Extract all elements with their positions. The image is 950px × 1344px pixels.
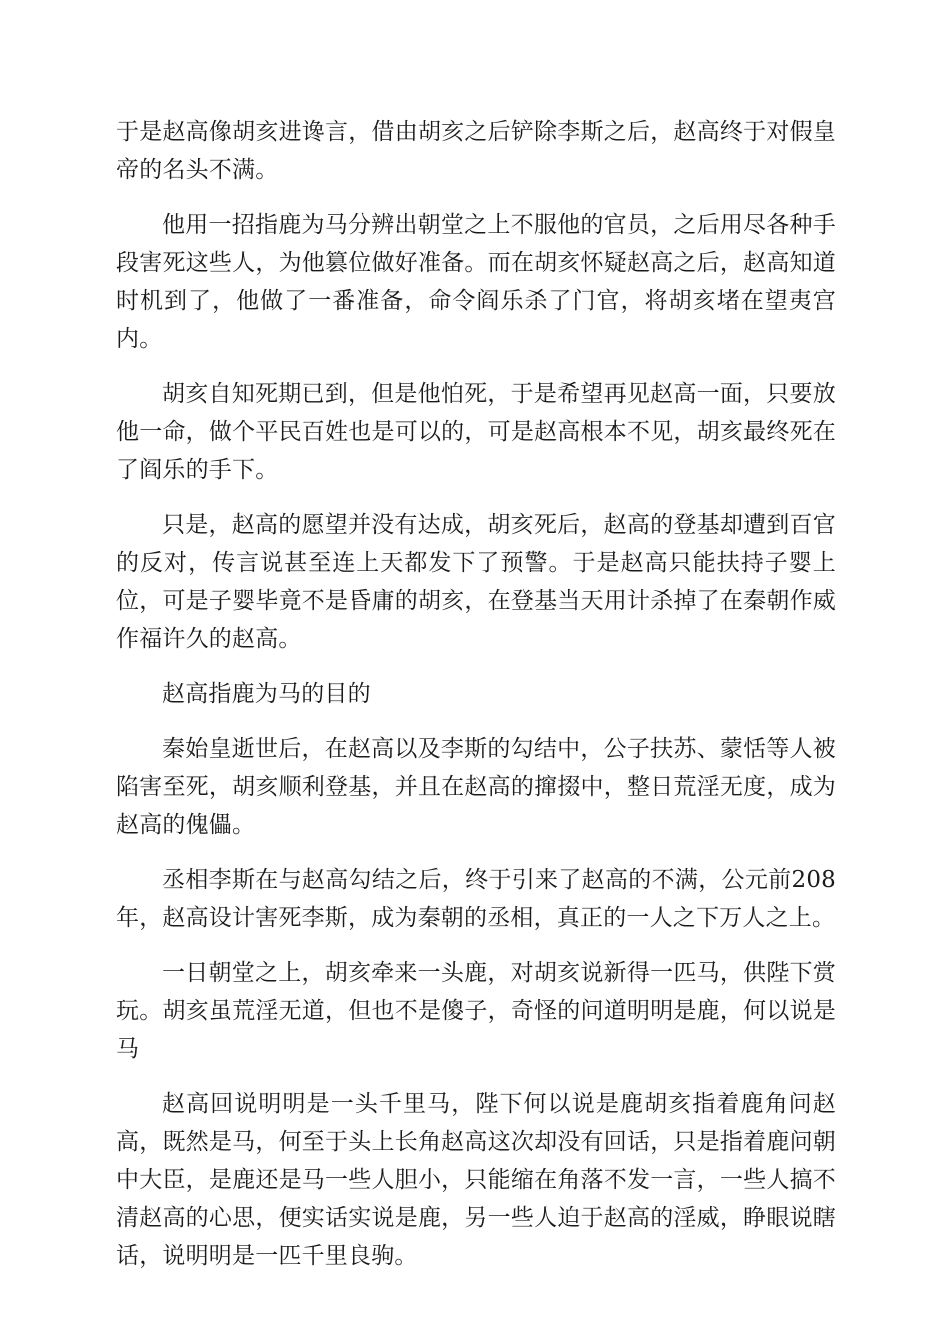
paragraph-5: 秦始皇逝世后，在赵高以及李斯的勾结中，公子扶苏、蒙恬等人被陷害至死，胡亥顺利登基，并且在赵高的撺掇中，整日荒淫无度，成为赵高的傀儡。 [116,736,836,838]
document-body [116,113,836,1292]
section-heading: 赵高指鹿为马的目的 [162,681,371,707]
paragraph-7: 一日朝堂之上，胡亥牵来一头鹿，对胡亥说新得一匹马，供陛下赏玩。胡亥虽荒淫无道，但也不是傻子，奇怪的问道明明是鹿，何以说是马 [116,960,836,1062]
paragraph-8: 赵高回说明明是一头千里马，陛下何以说是鹿胡亥指着鹿角问赵高，既然是马，何至于头上长角赵高这次却没有回话，只是指着鹿问朝中大臣，是鹿还是马一些人胆小，只能缩在角落不发一言，一些人搞不清赵高的心思，便实话实说是鹿，另一些人迫于赵高的淫威，睁眼说瞎话，说明明是一匹千里良驹。 [116,1091,836,1269]
paragraph-6: 丞相李斯在与赵高勾结之后，终于引来了赵高的不满，公元前208年，赵高设计害死李斯，成为秦朝的丞相，真正的一人之下万人之上。 [116,867,836,931]
paragraph-1: 于是赵高像胡亥进谗言，借由胡亥之后铲除李斯之后，赵高终于对假皇帝的名头不满。 [116,119,836,183]
paragraph-4: 只是，赵高的愿望并没有达成，胡亥死后，赵高的登基却遭到百官的反对，传言说甚至连上天都发下了预警。于是赵高只能扶持子婴上位，可是子婴毕竟不是昏庸的胡亥，在登基当天用计杀掉了在秦朝作威作福许久的赵高。 [116,512,836,652]
paragraph-3: 胡亥自知死期已到，但是他怕死，于是希望再见赵高一面，只要放他一命，做个平民百姓也是可以的，可是赵高根本不见，胡亥最终死在了阎乐的手下。 [116,381,836,483]
paragraph-2: 他用一招指鹿为马分辨出朝堂之上不服他的官员，之后用尽各种手段害死这些人，为他篡位做好准备。而在胡亥怀疑赵高之后，赵高知道时机到了，他做了一番准备，命令阎乐杀了门官，将胡亥堵在望夷宫内。 [116,212,836,352]
